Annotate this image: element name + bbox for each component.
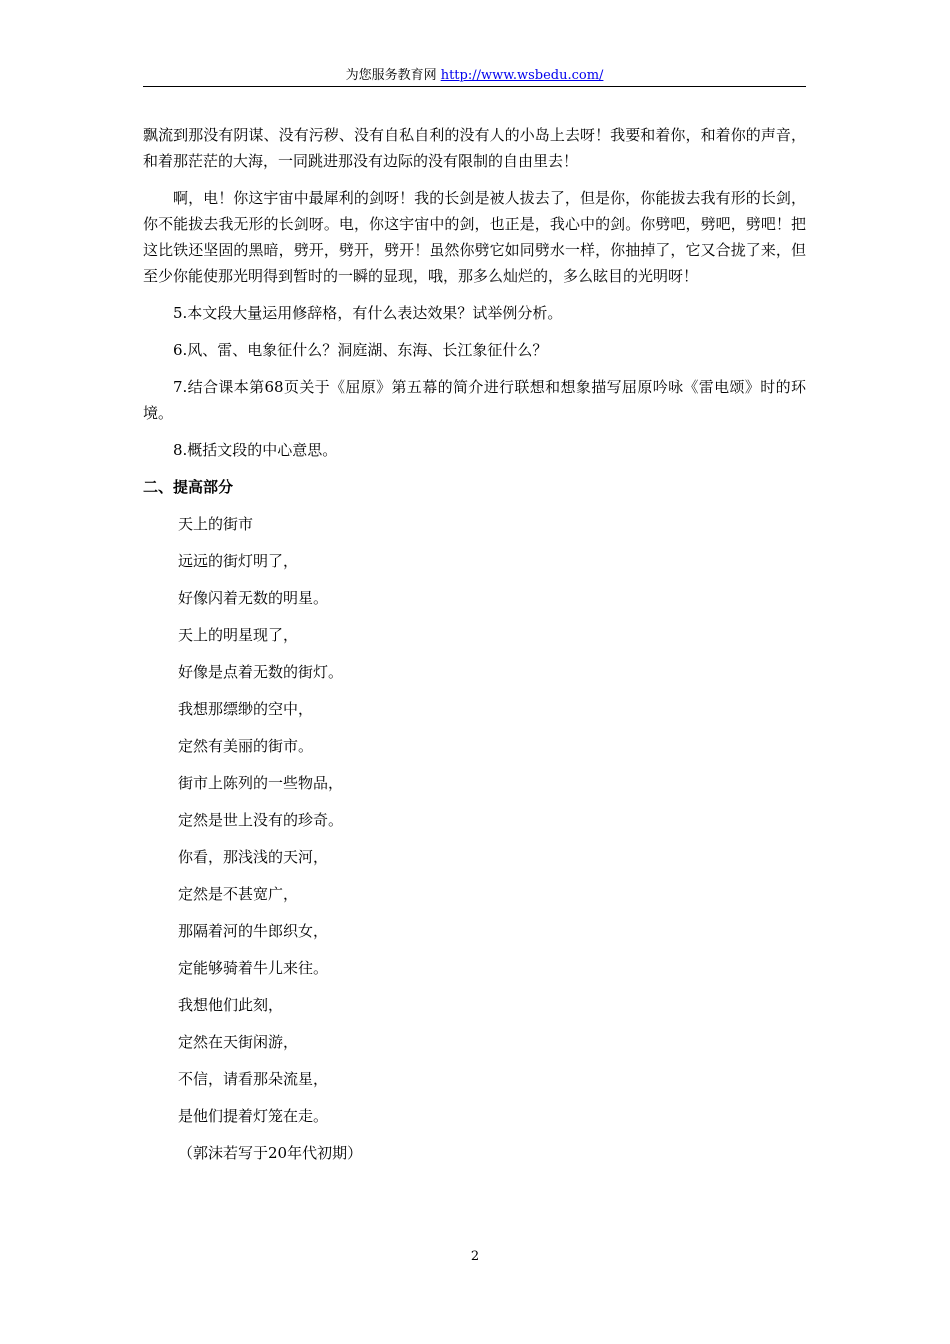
paragraph-1: 飘流到那没有阴谋、没有污秽、没有自私自利的没有人的小岛上去呀！我要和着你，和着你的声音，和着那茫茫的大海，一同跳进那没有边际的没有限制的自由里去！ (143, 126, 806, 170)
poem-line: 是他们提着灯笼在走。 (178, 1107, 329, 1125)
poem-title: 天上的街市 (178, 515, 254, 533)
poem-line: 好像是点着无数的街灯。 (178, 663, 344, 681)
poem-line: 那隔着河的牛郎织女， (178, 922, 329, 940)
poem-line: 定然是世上没有的珍奇。 (178, 811, 344, 829)
question-5: 5.本文段大量运用修辞格，有什么表达效果？试举例分析。 (173, 304, 563, 322)
page-header (143, 66, 806, 87)
poem-line: 不信，请看那朵流星， (178, 1070, 329, 1088)
poem-line: 远远的街灯明了， (178, 552, 299, 570)
header-url-link[interactable]: http://www.wsbedu.com/ (440, 68, 604, 83)
section-heading: 二、提高部分 (143, 478, 234, 496)
poem-attribution: （郭沫若写于20年代初期） (178, 1144, 363, 1162)
poem-line: 好像闪着无数的明星。 (178, 589, 329, 607)
poem-line: 我想那缥缈的空中， (178, 700, 314, 718)
question-8: 8.概括文段的中心意思。 (173, 441, 338, 459)
header-site-name: 为您服务教育网 (345, 68, 441, 83)
poem-line: 定然是不甚宽广， (178, 885, 299, 903)
question-7: 7.结合课本第68页关于《屈原》第五幕的简介进行联想和想象描写屈原吟咏《雷电颂》时的环境。 (143, 378, 806, 422)
poem-line: 我想他们此刻， (178, 996, 284, 1014)
poem-line: 你看，那浅浅的天河， (178, 848, 329, 866)
poem-line: 定能够骑着牛儿来往。 (178, 959, 329, 977)
page-number: 2 (470, 1249, 480, 1264)
poem-line: 街市上陈列的一些物品， (178, 774, 344, 792)
paragraph-2: 啊，电！你这宇宙中最犀利的剑呀！我的长剑是被人拔去了，但是你，你能拔去我有形的长剑，你不能拔去我无形的长剑呀。电，你这宇宙中的剑，也正是，我心中的剑。你劈吧，劈吧，劈吧！把这比铁还坚固的黑暗，劈开，劈开，劈开！虽然你劈它如同劈水一样，你抽掉了，它又合拢了来，但至少你能使那光明得到暂时的一瞬的显现，哦，那多么灿烂的，多么眩目的光明呀！ (143, 189, 806, 285)
document-body (143, 122, 806, 1177)
question-6: 6.风、雷、电象征什么？洞庭湖、东海、长江象征什么？ (173, 341, 548, 359)
poem-line: 天上的明星现了， (178, 626, 299, 644)
poem-line: 定然在天街闲游， (178, 1033, 299, 1051)
poem-line: 定然有美丽的街市。 (178, 737, 314, 755)
